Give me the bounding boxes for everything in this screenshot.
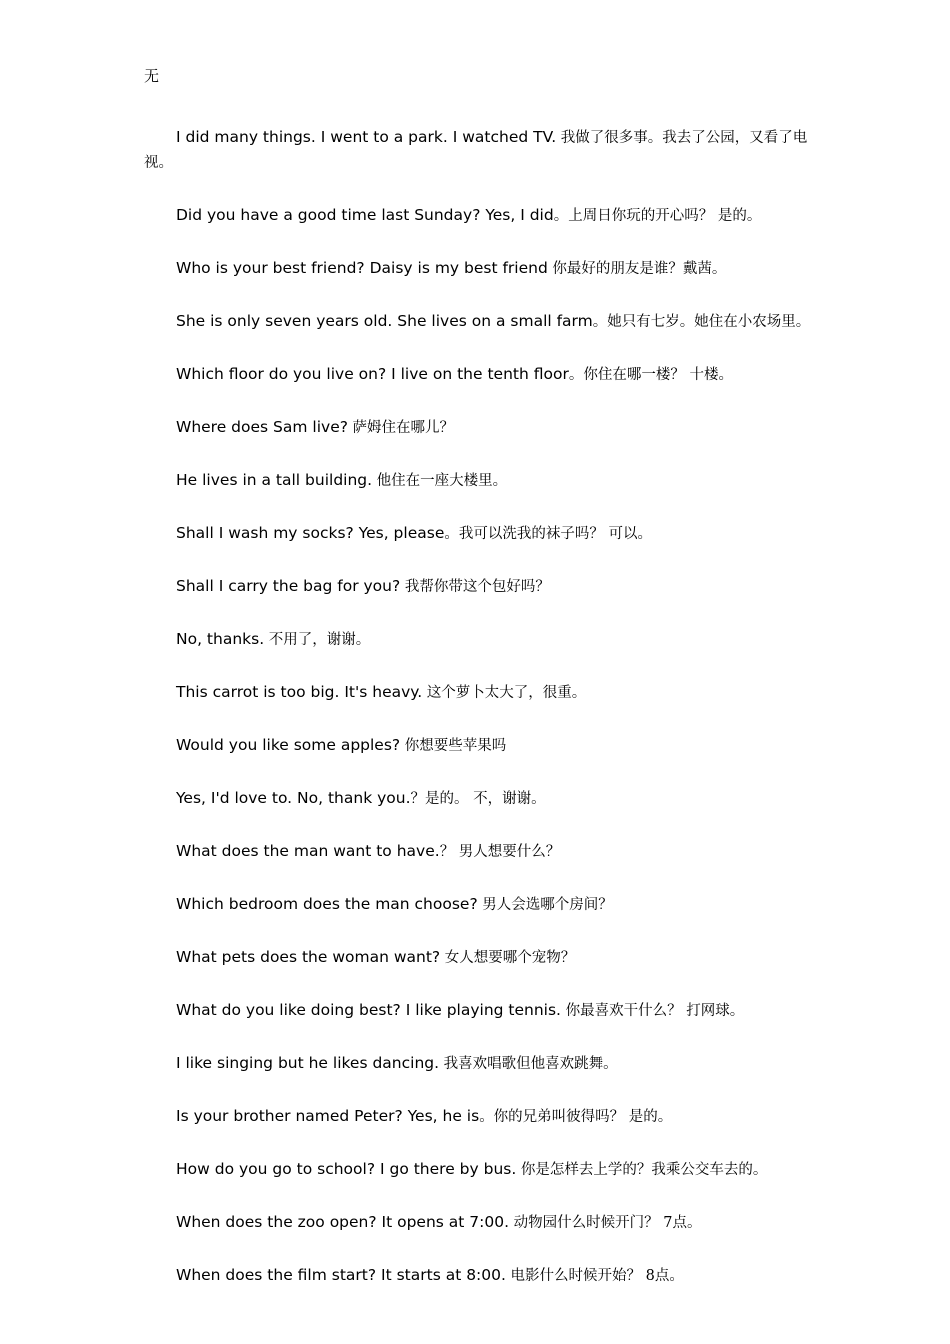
english-sentence: Which bedroom does the man choose? [176, 895, 478, 913]
paragraph [144, 309, 814, 335]
chinese-translation: 我帮你带这个包好吗？ [400, 579, 550, 595]
paragraph [144, 1263, 814, 1289]
english-sentence: Yes, I'd love to. No, thank you. [176, 789, 411, 807]
english-sentence: What pets does the woman want? [176, 948, 441, 966]
paragraph [144, 1157, 814, 1183]
english-sentence: Shall I carry the bag for you? [176, 577, 401, 595]
english-sentence: Who is your best friend? Daisy is my best friend [176, 259, 548, 277]
english-sentence: No, thanks. [176, 630, 265, 648]
chinese-translation: 。上周日你玩的开心吗？ 是的。 [553, 208, 762, 224]
paragraph [144, 945, 814, 971]
chinese-translation: 动物园什么时候开门？ 7点。 [509, 1215, 702, 1231]
chinese-translation: 你想要些苹果吗 [400, 738, 507, 754]
paragraph [144, 574, 814, 600]
chinese-translation: 我做了很多事。我去了公园，又看了电视。 [144, 130, 808, 171]
english-sentence: What do you like doing best? I like playing tennis. [176, 1001, 561, 1019]
english-sentence: Would you like some apples? [176, 736, 401, 754]
chinese-translation: 你是怎样去上学的？我乘公交车去的。 [516, 1162, 768, 1178]
chinese-translation: 你最好的朋友是谁？戴茜。 [547, 261, 727, 277]
paragraph [144, 786, 814, 812]
chinese-translation: 。我可以洗我的袜子吗？ 可以。 [444, 526, 652, 542]
english-sentence: Shall I wash my socks? Yes, please [176, 524, 445, 542]
chinese-translation: 女人想要哪个宠物？ [440, 950, 576, 966]
page-header: 无 [144, 67, 160, 85]
chinese-translation: 萨姆住在哪儿？ [347, 420, 455, 436]
english-sentence: He lives in a tall building. [176, 471, 373, 489]
english-sentence: How do you go to school? I go there by bus. [176, 1160, 517, 1178]
paragraph [144, 125, 814, 176]
paragraph [144, 256, 814, 282]
paragraph [144, 839, 814, 865]
paragraph [144, 680, 814, 706]
paragraph [144, 733, 814, 759]
chinese-translation: 不用了，谢谢。 [264, 632, 371, 648]
english-sentence: When does the film start? It starts at 8:00. [176, 1266, 506, 1284]
paragraph [144, 892, 814, 918]
paragraph [144, 627, 814, 653]
paragraph [144, 415, 814, 441]
chinese-translation: 这个萝卜太大了，很重。 [422, 685, 587, 701]
paragraph [144, 362, 814, 388]
chinese-translation: 你最喜欢干什么？ 打网球。 [561, 1003, 745, 1019]
chinese-translation: 。她只有七岁。她住在小农场里。 [592, 314, 811, 330]
chinese-translation: 我喜欢唱歌但他喜欢跳舞。 [439, 1056, 618, 1072]
document-body [144, 125, 814, 1316]
paragraph [144, 468, 814, 494]
chinese-translation: 他住在一座大楼里。 [372, 473, 508, 489]
english-sentence: I like singing but he likes dancing. [176, 1054, 440, 1072]
english-sentence: What does the man want to have. [176, 842, 440, 860]
english-sentence: Is your brother named Peter? Yes, he is [176, 1107, 480, 1125]
english-sentence: She is only seven years old. She lives on a small farm [176, 312, 593, 330]
english-sentence: Which floor do you live on? I live on the tenth floor [176, 365, 569, 383]
chinese-translation: ？ 男人想要什么？ [439, 844, 561, 860]
english-sentence: When does the zoo open? It opens at 7:00. [176, 1213, 510, 1231]
english-sentence: I did many things. I went to a park. I watched TV. [176, 128, 557, 146]
paragraph [144, 1210, 814, 1236]
english-sentence: This carrot is too big. It's heavy. [176, 683, 423, 701]
paragraph [144, 203, 814, 229]
paragraph [144, 998, 814, 1024]
paragraph [144, 1051, 814, 1077]
paragraph [144, 1104, 814, 1130]
chinese-translation: ？是的。 不，谢谢。 [410, 791, 546, 807]
chinese-translation: 。你的兄弟叫彼得吗？ 是的。 [479, 1109, 673, 1125]
chinese-translation: 电影什么时候开始？ 8点。 [505, 1268, 684, 1284]
paragraph [144, 521, 814, 547]
chinese-translation: 男人会选哪个房间？ [477, 897, 613, 913]
english-sentence: Where does Sam live? [176, 418, 348, 436]
chinese-translation: 。你住在哪一楼？ 十楼。 [568, 367, 733, 383]
english-sentence: Did you have a good time last Sunday? Yes, I did [176, 206, 554, 224]
